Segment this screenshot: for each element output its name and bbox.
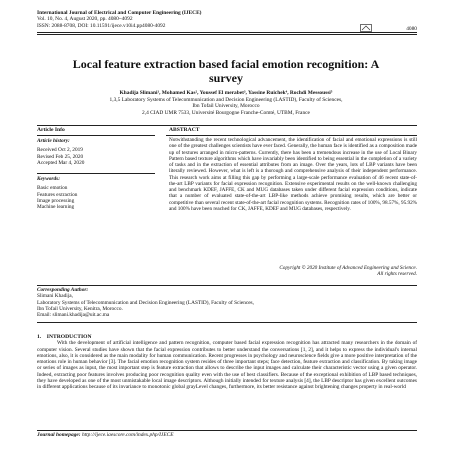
corresponding-label: Corresponding Author: xyxy=(37,287,89,293)
issn-line: ISSN: 2088-8708, DOI: 10.11591/ijece.v10i4.pp4080-4092 xyxy=(37,22,166,29)
abstract-heading: ABSTRACT xyxy=(169,127,200,133)
keywords-block xyxy=(37,176,147,210)
header-rule-2 xyxy=(37,34,417,35)
introduction-section xyxy=(37,334,417,390)
introduction-heading: 1. INTRODUCTION xyxy=(37,334,92,340)
copyright-block xyxy=(169,265,417,278)
author-block xyxy=(50,90,402,116)
corresponding-top-rule xyxy=(37,285,417,286)
keyword-item: Features extraction xyxy=(37,191,78,198)
abstract-heading-rule xyxy=(166,135,417,136)
affiliation-1b: Ibn Tofail University, Morocco xyxy=(192,103,260,110)
homepage-label: Journal homepage: xyxy=(37,432,81,438)
revised-date: Revised Feb 25, 2020 xyxy=(37,153,84,160)
corresponding-email: Email: slimani.khadija@uit.ac.ma xyxy=(37,312,110,319)
rights-text: All rights reserved. xyxy=(377,271,417,278)
info-top-rule xyxy=(37,125,417,126)
volume-line: Vol. 10, No. 4, August 2020, pp. 4080~4092 xyxy=(37,16,133,23)
copyright-text: Copyright © 2020 Institute of Advanced Engineering and Science. xyxy=(279,265,417,271)
abstract-text: Notwithstanding the recent technological advancement, the identification of facial and emotional expressions is still one of the greatest challenges scientists have ever faced. Generally, the human face is identified as a composition made up of textures arranged in micro-patterns. Currently, there has been a tremendous increase in the use of Local Binary Pattern based texture algorithms which have invariably been identified to being essential in the completion of a variety of tasks and in the extraction of essential attributes from an image. Over the years, lots of LBP variants have been literally reviewed. However, what is left is a thorough and comprehensive analysis of their independent performance. This research work aims at filling this gap by performing a large-scale performance evaluation of 46 recent state-of-the-art LBP variants for facial expression recognition. Extensive experimental results on the well-known challenging and benchmark KDEF, JAFFE, CK and MUG databases taken under different facial expression conditions, indicate that a number of evaluated state-of-the-art LBP-like methods achieve promising results, which are better or competitive than several recent state-of-the-art facial recognition systems. Recognition rates of 100%, 98.57%, 95.92% and 100% have been reached for CK, JAFFE, KDEF and MUG databases, respectively. xyxy=(169,137,417,212)
keyword-item: Basic emotion xyxy=(37,185,68,192)
footer-rule xyxy=(37,430,417,431)
corresponding-bottom-rule xyxy=(37,322,417,323)
keywords-label: Keywords: xyxy=(37,176,60,182)
author-names: Khadija Slimani¹, Mohamed Kas², Youssef El merabet³, Yassine Ruichek⁴, Rochdi Messoussi⁵ xyxy=(119,90,333,96)
introduction-text: With the development of artificial intelligence and pattern recognition, computer based facial expression recognition has attracted many researchers in the domain of computer vision. Several studies have shown that the facial expression contributes to better understand the conversations [1, 2], and it helps to express the individual's internal emotions, also, it is considered as the main modality for human communication. Recent progresses in psychology and neuroscience fields give a more positive interpretation of the emotions role in human behavior [3]. The facial emotion recognition system resides of three important steps; face detection, feature extraction and classification. By taking image or series of images as input, the most important step is feature extraction that allows to describe the input images and calculate their characteristic vector using a given operator. Indeed, extracting poor features involves producing poor recognition quality even with the use of best classifiers. Because of the exceptional exhibition of LBP based techniques, they have developed as one of the most unmistakable local image descriptors. Although initially intended for texture analysis [4], the LBP descriptor has given excellent outcomes in different applications because of its invariance to monotonic global grayLevel changes, furthermore, its better resistance against brightening changes property in real-world xyxy=(37,340,417,390)
journal-title: International Journal of Electrical and Computer Engineering (IJECE) xyxy=(37,10,202,16)
homepage-link[interactable]: http://ijece.iaescore.com/index.php/IJECE xyxy=(81,432,174,438)
corresponding-line-1: Laboratory Systems of Telecommunication and Decision Engineering (LASTID), Faculty of Sciences, xyxy=(37,299,254,306)
corresponding-line-2: Ibn Tofail University, Kenitra, Morocco. xyxy=(37,305,123,312)
history-label: Article history: xyxy=(37,138,70,144)
article-info xyxy=(37,127,147,133)
received-date: Received Oct 2, 2019 xyxy=(37,147,83,154)
affiliation-2: 2,4 CIAD UMR 7533, Université Bourgogne Franche-Comté, UTBM, France xyxy=(142,109,310,116)
article-history xyxy=(37,138,147,166)
affiliation-1: 1,3,5 Laboratory Systems of Telecommunication and Decision Engineering (LASTID), Faculty of Sciences, xyxy=(109,96,343,103)
paper-title: Local feature extraction based facial emotion recognition: A survey xyxy=(72,57,380,85)
journal-logo-icon xyxy=(360,24,372,32)
abstract-heading-wrap xyxy=(169,127,417,133)
corresponding-author xyxy=(37,287,417,318)
keyword-item: Image processing xyxy=(37,197,75,204)
history-rule xyxy=(37,173,155,174)
corresponding-name: Slimani Khadija, xyxy=(37,293,73,300)
accepted-date: Accepted Mar 4, 2020 xyxy=(37,159,85,166)
page-number: 4080 xyxy=(406,26,417,32)
article-info-heading: Article Info xyxy=(37,127,65,133)
info-heading-rule xyxy=(37,135,155,136)
header-rule xyxy=(37,32,417,33)
journal-footer xyxy=(37,432,417,438)
keyword-item: Machine learning xyxy=(37,204,75,211)
